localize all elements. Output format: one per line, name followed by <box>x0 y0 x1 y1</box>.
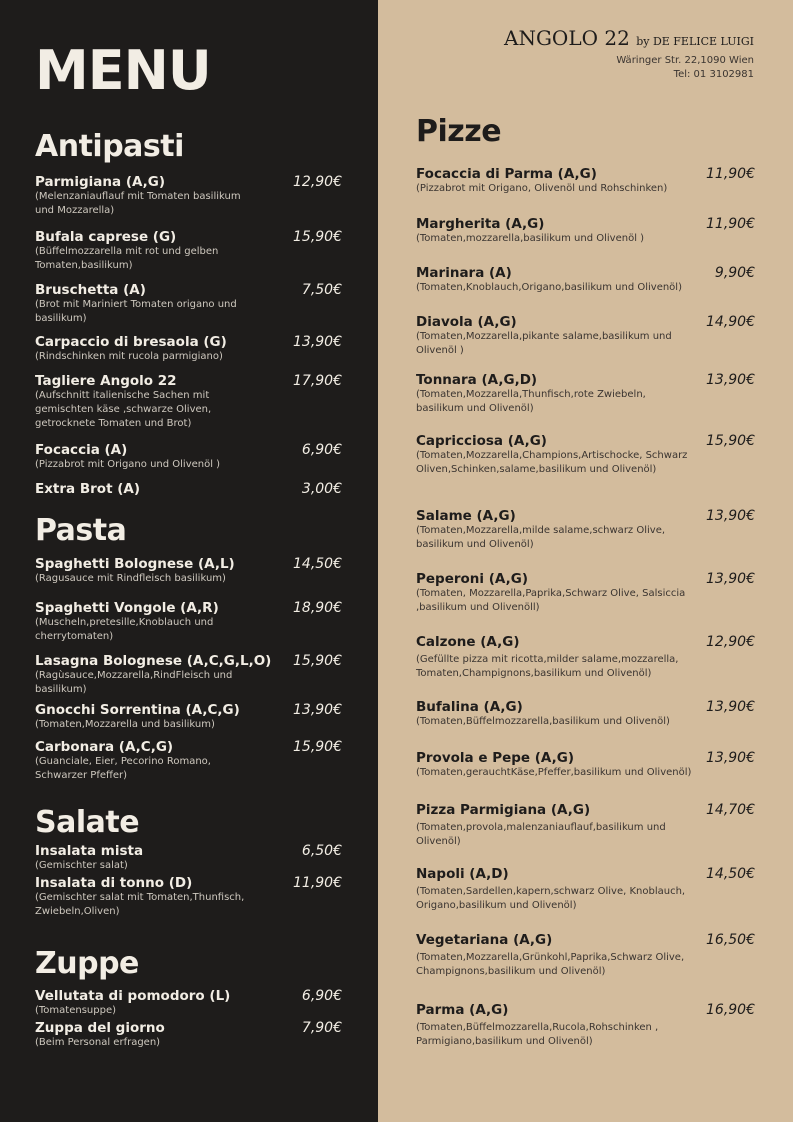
item-price: 14,50€ <box>293 556 342 572</box>
item-name: Bufalina (A,G) <box>416 699 523 715</box>
item-name: Tonnara (A,G,D) <box>416 372 538 388</box>
restaurant-address: Wäringer Str. 22,1090 Wien <box>616 55 754 66</box>
restaurant-header <box>504 26 754 82</box>
item-price: 16,50€ <box>706 932 755 948</box>
item-name: Insalata mista <box>35 843 144 859</box>
item-description: (Tomaten,Mozzarella und basilikum) <box>35 719 215 730</box>
menu-item <box>416 750 755 780</box>
menu-item <box>416 265 755 295</box>
item-description: (Tomaten,Knoblauch,Origano,basilikum und Olivenöl) <box>416 282 682 293</box>
menu-item <box>35 174 342 218</box>
item-price: 13,90€ <box>706 571 755 587</box>
menu-title: MENU <box>35 39 211 102</box>
item-description: (Muscheln,pretesille,Knoblauch und cherrytomaten) <box>35 617 214 642</box>
item-name: Spaghetti Bolognese (A,L) <box>35 556 235 572</box>
item-name: Focaccia (A) <box>35 442 128 458</box>
item-price: 15,90€ <box>706 433 755 449</box>
item-name: Carbonara (A,C,G) <box>35 739 174 755</box>
item-price: 6,50€ <box>301 843 342 859</box>
menu-item <box>35 442 342 472</box>
item-price: 12,90€ <box>706 634 755 650</box>
menu-item <box>416 433 755 477</box>
item-description: (Brot mit Mariniert Tomaten origano und basilikum) <box>35 299 237 324</box>
item-price: 11,90€ <box>706 216 755 232</box>
item-name: Napoli (A,D) <box>416 866 509 882</box>
menu-item <box>416 314 755 358</box>
menu-item <box>416 699 755 729</box>
item-description: (Guanciale, Eier, Pecorino Romano, Schwarzer Pfeffer) <box>35 756 211 781</box>
item-price: 14,90€ <box>706 314 755 330</box>
item-price: 11,90€ <box>293 875 342 891</box>
menu-item <box>35 843 342 873</box>
item-description: (Tomaten,provola,malenzaniauflauf,basilikum und Olivenöl) <box>416 822 666 847</box>
menu-item <box>35 229 342 273</box>
item-description: (Tomaten,Mozzarella,Grünkohl,Paprika,Schwarz Olive, Champignons,basilikum und Olivenöl) <box>416 952 685 977</box>
item-price: 7,50€ <box>301 282 342 298</box>
menu-item <box>35 556 342 586</box>
item-description: (Melenzaniauflauf mit Tomaten basilikum und Mozzarella) <box>35 191 241 216</box>
item-description: (Tomaten,Büffelmozzarella,Rucola,Rohschinken , Parmigiano,basilikum und Olivenöl) <box>416 1022 659 1047</box>
item-price: 6,90€ <box>301 442 342 458</box>
item-price: 13,90€ <box>706 699 755 715</box>
menu-item <box>416 508 755 552</box>
item-name: Spaghetti Vongole (A,R) <box>35 600 219 616</box>
item-price: 6,90€ <box>301 988 342 1004</box>
item-name: Bufala caprese (G) <box>35 229 177 245</box>
section-title-salate: Salate <box>35 805 140 840</box>
item-description: (Ragùsauce,Mozzarella,RindFleisch und basilikum) <box>35 670 233 695</box>
item-name: Extra Brot (A) <box>35 481 141 497</box>
item-name: Margherita (A,G) <box>416 216 545 232</box>
menu-item <box>35 282 342 326</box>
item-name: Tagliere Angolo 22 <box>35 373 177 389</box>
item-price: 13,90€ <box>293 702 342 718</box>
menu-item <box>416 216 755 246</box>
menu-item <box>35 334 342 364</box>
item-name: Diavola (A,G) <box>416 314 517 330</box>
item-description: (Tomaten,Mozzarella,pikante salame,basilikum und Olivenöl ) <box>416 331 672 356</box>
item-description: (Aufschnitt italienische Sachen mit gemischten käse ,schwarze Oliven, getrocknete Tomaten und Brot) <box>35 390 212 429</box>
section-title-antipasti: Antipasti <box>35 129 184 164</box>
item-name: Lasagna Bolognese (A,C,G,L,O) <box>35 653 272 669</box>
menu-item <box>35 702 342 732</box>
item-description: (Ragusauce mit Rindfleisch basilikum) <box>35 573 226 584</box>
menu-item <box>35 1020 342 1050</box>
menu-item <box>416 1002 755 1049</box>
menu-item <box>416 932 755 979</box>
item-price: 17,90€ <box>293 373 342 389</box>
menu-item <box>35 481 342 497</box>
item-price: 13,90€ <box>293 334 342 350</box>
item-price: 12,90€ <box>293 174 342 190</box>
item-description: (Tomatensuppe) <box>35 1005 117 1016</box>
item-price: 15,90€ <box>293 229 342 245</box>
item-price: 11,90€ <box>706 166 755 182</box>
item-name: Vellutata di pomodoro (L) <box>35 988 231 1004</box>
item-description: (Tomaten, Mozzarella,Paprika,Schwarz Olive, Salsiccia ,basilikum und Olivenöll) <box>416 588 686 613</box>
item-description: (Tomaten,Mozzarella,Thunfisch,rote Zwiebeln, basilikum und Olivenöl) <box>416 389 646 414</box>
item-price: 9,90€ <box>714 265 755 281</box>
item-price: 18,90€ <box>293 600 342 616</box>
menu-item <box>35 739 342 783</box>
item-name: Marinara (A) <box>416 265 512 281</box>
right-panel <box>378 0 793 1122</box>
menu-item <box>35 875 342 919</box>
item-price: 15,90€ <box>293 739 342 755</box>
item-price: 15,90€ <box>293 653 342 669</box>
item-name: Focaccia di Parma (A,G) <box>416 166 597 182</box>
menu-item <box>35 988 342 1018</box>
item-name: Insalata di tonno (D) <box>35 875 193 891</box>
item-price: 16,90€ <box>706 1002 755 1018</box>
item-name: Carpaccio di bresaola (G) <box>35 334 227 350</box>
menu-item <box>416 634 755 681</box>
menu-item <box>35 600 342 644</box>
section-title-pizze: Pizze <box>416 114 502 149</box>
item-price: 13,90€ <box>706 372 755 388</box>
item-price: 3,00€ <box>301 481 342 497</box>
menu-item <box>35 653 342 697</box>
item-price: 13,90€ <box>706 750 755 766</box>
left-panel <box>0 0 378 1122</box>
menu-item <box>416 866 755 913</box>
item-name: Gnocchi Sorrentina (A,C,G) <box>35 702 240 718</box>
item-name: Bruschetta (A) <box>35 282 146 298</box>
item-name: Zuppa del giorno <box>35 1020 165 1036</box>
item-description: (Pizzabrot mit Origano, Olivenöl und Rohschinken) <box>416 183 668 194</box>
item-description: (Tomaten,Büffelmozzarella,basilikum und Olivenöl) <box>416 716 670 727</box>
item-description: (Büffelmozzarella mit rot und gelben Tomaten,basilikum) <box>35 246 219 271</box>
item-price: 7,90€ <box>301 1020 342 1036</box>
item-name: Parma (A,G) <box>416 1002 509 1018</box>
item-description: (Tomaten,Sardellen,kapern,schwarz Olive, Knoblauch, Origano,basilikum und Olivenöl) <box>416 886 686 911</box>
item-name: Salame (A,G) <box>416 508 516 524</box>
item-name: Peperoni (A,G) <box>416 571 528 587</box>
item-price: 14,70€ <box>706 802 755 818</box>
item-name: Pizza Parmigiana (A,G) <box>416 802 591 818</box>
item-name: Provola e Pepe (A,G) <box>416 750 575 766</box>
section-title-zuppe: Zuppe <box>35 946 139 981</box>
restaurant-name: ANGOLO 22 <box>504 26 630 50</box>
item-name: Vegetariana (A,G) <box>416 932 553 948</box>
menu-item <box>416 571 755 615</box>
item-description: (Rindschinken mit rucola parmigiano) <box>35 351 223 362</box>
item-name: Parmigiana (A,G) <box>35 174 166 190</box>
item-price: 13,90€ <box>706 508 755 524</box>
section-title-pasta: Pasta <box>35 513 127 548</box>
item-description: (Tomaten,Mozzarella,milde salame,schwarz Olive, basilikum und Olivenöl) <box>416 525 666 550</box>
item-description: (Pizzabrot mit Origano und Olivenöl ) <box>35 459 221 470</box>
menu-item <box>416 802 755 849</box>
item-name: Calzone (A,G) <box>416 634 520 650</box>
item-name: Capricciosa (A,G) <box>416 433 547 449</box>
menu-item <box>416 166 755 196</box>
restaurant-phone: Tel: 01 3102981 <box>673 69 754 80</box>
item-price: 14,50€ <box>706 866 755 882</box>
item-description: (Gemischter salat mit Tomaten,Thunfisch, Zwiebeln,Oliven) <box>35 892 245 917</box>
item-description: (Gefüllte pizza mit ricotta,milder salame,mozzarella, Tomaten,Champignons,basilikum und Olivenöl) <box>416 654 679 679</box>
item-description: (Beim Personal erfragen) <box>35 1037 161 1048</box>
menu-item <box>416 372 755 416</box>
restaurant-by-line: by DE FELICE LUIGI <box>636 35 754 48</box>
item-description: (Tomaten,Mozzarella,Champions,Artischocke, Schwarz Oliven,Schinken,salame,basilikum und Olivenöl) <box>416 450 688 475</box>
menu-item <box>35 373 342 431</box>
item-description: (Tomaten,gerauchtKäse,Pfeffer,basilikum und Olivenöl) <box>416 767 692 778</box>
item-description: (Gemischter salat) <box>35 860 128 871</box>
item-description: (Tomaten,mozzarella,basilikum und Olivenöl ) <box>416 233 645 244</box>
